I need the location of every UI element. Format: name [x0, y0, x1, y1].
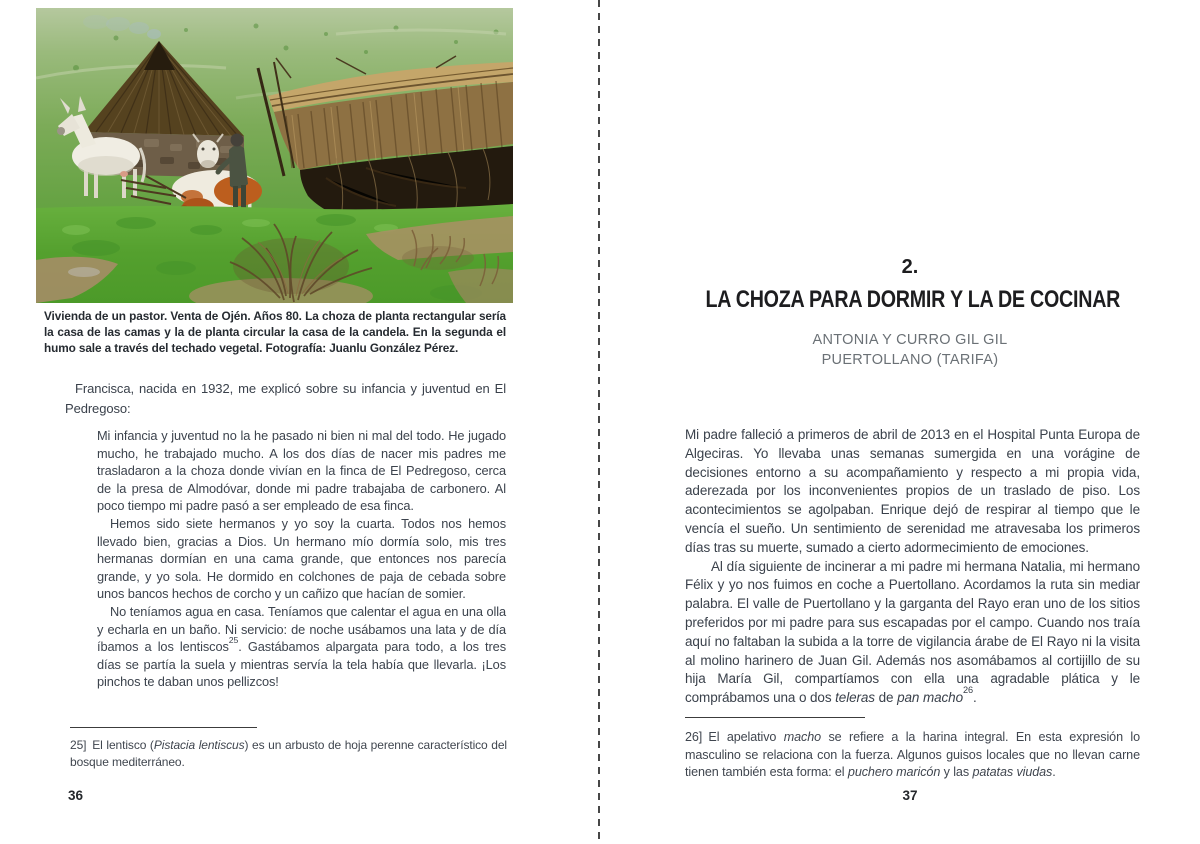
quote-paragraph-3: No teníamos agua en casa. Teníamos que calentar el agua en una olla y echarla en un baño. Ni servicio: de noche usábamos una lata y de día íbamos a los lentiscos$^{25}$. Gastábamos alpargata para todo, a los tres días se partía la suela y mientras servía la tela había que llevarla. ¡Los pinchos te daban unos pellizcos! — [97, 603, 506, 690]
footnote-rule-left — [70, 727, 257, 728]
chapter-title-text: LA CHOZA PARA DORMIR Y LA DE COCINAR — [705, 286, 1121, 313]
body-paragraph-1: Mi padre falleció a primeros de abril de 2013 en el Hospital Punta Europa de Algeciras. Yo llevaba unas semanas sumergida en una vorágine de decisiones entorno a su acompañamiento y respecto a mi propia vida, aderezada por los inconvenientes propios de un traslado de piso. Los acontecimientos se agolpaban. Enrique dejó de respirar al tiempo que le vencía el sueño. Un sentimiento de serenidad me atravesaba los primeros días tras su muerte, sumado a cierto adormecimiento de emociones. — [685, 427, 1140, 555]
subtitle-line-2: PUERTOLLANO (TARIFA) — [821, 352, 999, 368]
body-paragraph-2: Al día siguiente de incinerar a mi padre mi hermana Natalia, mi hermano Félix y yo nos fuimos en coche a Puertollano. Acordamos la ruta sin mediar palabra. El valle de Puertollano y la garganta del Rayo eran uno de los sitios preferidos por mi padre para sus escapadas por el campo. Cuando nos traía aquí no faltaban la subida a la torre de vigilancia árabe de El Rayo ni la visita al molino harinero de Juan Gil. Además nos asomábamos al cortijillo de su hija María Gil, compartíamos con ella una agradable plática y le comprábamos una o dos teleras de pan macho$^{26}$. — [685, 558, 1140, 706]
footnote-25: 25] El lentisco (Pistacia lentiscus) es un arbusto de hoja perenne característico del bosque mediterráneo. — [70, 738, 507, 769]
quote-paragraph-1: Mi infancia y juventud no la he pasado ni bien ni mal del todo. He jugado mucho, he trabajado mucho. A los dos días de nacer mis padres me trasladaron a la choza donde vivían en la finca de El Pedregoso, cerca de la presa de Almodóvar, donde mi padre trabajaba de carbonero. Al poco tiempo mi padre pasó a ser empleado de esa finca. — [97, 428, 506, 514]
testimony-quote — [97, 427, 506, 691]
chapter-subtitle — [660, 330, 1160, 370]
page-number-left: 36 — [68, 788, 84, 803]
photo-figure — [36, 8, 513, 303]
page-divider — [598, 0, 600, 844]
photo-illustration — [36, 8, 513, 303]
intro-paragraph: Francisca, nacida en 1932, me explicó sobre su infancia y juventud en El Pedregoso: — [65, 381, 506, 416]
footnote-rule-right — [685, 717, 865, 718]
quote-paragraph-2: Hemos sido siete hermanos y yo soy la cuarta. Todos nos hemos llevado bien, gracias a Dios. Un hermano mío dormía solo, mis tres hermanas dormían en una cama grande, que entonces nos parecía grande, y yo sola. He dormido en colchones de paja de cebada sobre unos bancos hechos de corcho y un cañizo que hacían de somier. — [97, 515, 506, 602]
subtitle-line-1: ANTONIA Y CURRO GIL GIL — [812, 332, 1008, 348]
footnote-26: 26] El apelativo macho se refiere a la harina integral. En esta expresión lo masculino se relaciona con la fuerza. Algunos guisos locales que no llevan carne tienen también esta forma: el puchero maricón y las patatas viudas. — [685, 730, 1141, 779]
foreground — [36, 204, 513, 303]
chapter-title — [660, 286, 1160, 314]
chapter-number: 2. — [901, 256, 919, 278]
page-number-right: 37 — [902, 788, 918, 803]
photo-caption: Vivienda de un pastor. Venta de Ojén. Años 80. La choza de planta rectangular sería la casa de las camas y la de planta circular la casa de la candela. En la segunda el humo sale a través del techado vegetal. Fotografía: Juanlu González Pérez. — [44, 309, 506, 355]
chapter-body — [685, 426, 1140, 708]
